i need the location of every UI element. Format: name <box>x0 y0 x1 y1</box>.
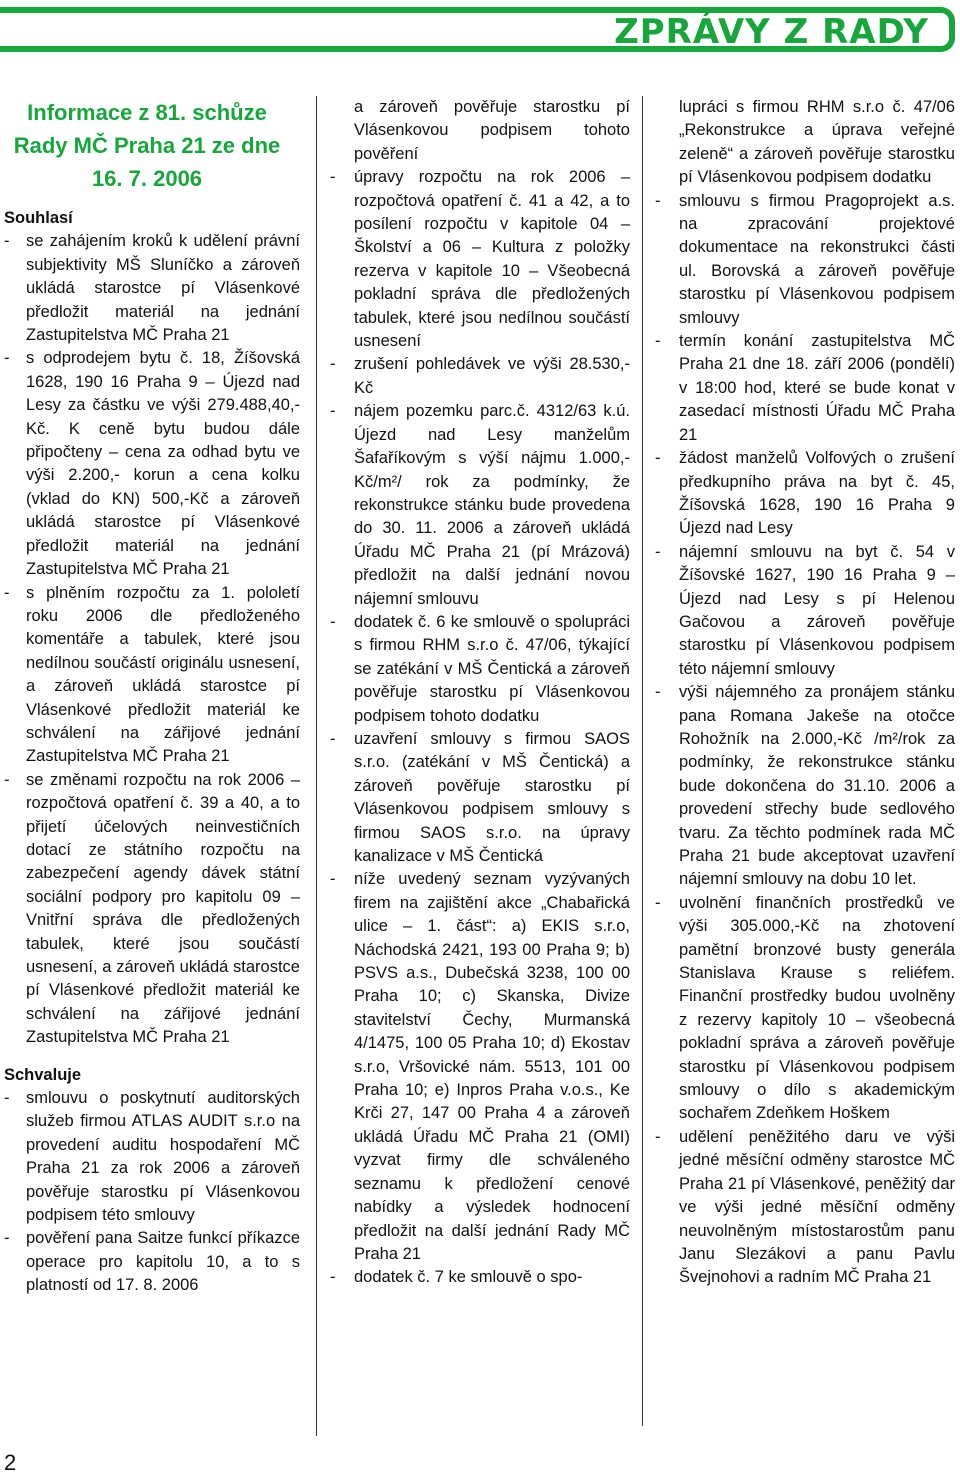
column-1 <box>4 96 300 1298</box>
list-item: - dodatek č. 7 ke smlouvě o spo- <box>330 1266 630 1289</box>
list-item: - nájemní smlouvu na byt č. 54 v Žíšovské 1627, 190 16 Praha 9 – Újezd nad Lesy s pí Helenou Gačovou a zároveň pověřuje starostku pí Vlásenkovou podpisem této nájemní smlouvy <box>655 541 955 681</box>
section-banner <box>0 7 955 52</box>
resolution-list <box>655 190 955 1290</box>
list-item: - udělení peněžitého daru ve výši jedné měsíční odměny starostce MČ Praha 21 pí Vlásenkové, peněžitý dar ve výši jedné měsíční odměny neuvolněným místostarostům panu Janu Slezákovi a panu Pavlu Švejnohovi a radním MČ Praha 21 <box>655 1126 955 1290</box>
list-item: - žádost manželů Volfových o zrušení předkupního práva na byt č. 45, Žíšovská 1628, 190 16 Praha 9 Újezd nad Lesy <box>655 447 955 541</box>
continued-text: lupráci s firmou RHM s.r.o č. 47/06 „Rekonstrukce a úprava veřejné zeleně“ a zároveň pověřuje starostku pí Vlásenkovou podpisem dodatku <box>679 98 955 187</box>
list-item: - termín konání zastupitelstva MČ Praha 21 dne 18. září 2006 (pondělí) v 18:00 hod, které se bude konat v zasedací místnosti Úřadu MČ Praha 21 <box>655 330 955 447</box>
list-item: - úpravy rozpočtu na rok 2006 – rozpočtová opatření č. 41 a 42, a to posílení rozpočtu v kapitole 04 – Školství a 06 – Kultura z položky rezerva v kapitole 10 – Všeobecná pokladní správa dle předložených tabulek, které jsou nedílnou součástí usnesení <box>330 166 630 353</box>
section-title-schvaluje: Schvaluje <box>4 1065 82 1084</box>
list-item: - výši nájemného za pronájem stánku pana Romana Jakeše na otočce Rohožník na 2.000,-Kč /m²/rok za podmínky, že rekonstrukce stánku bude dokončena do 31.10. 2006 a provedení střechy bude sedlového tvaru. Za těchto podmínek rada MČ Praha 21 bude akceptovat uzavření nájemní smlouvy na dobu 10 let. <box>655 681 955 892</box>
section-title-souhlasi: Souhlasí <box>4 209 73 227</box>
column-divider <box>316 96 317 1436</box>
banner-title: ZPRÁVY Z RADY <box>614 12 929 52</box>
list-item: - smlouvu s firmou Pragoprojekt a.s. na zpracování projektové dokumentace na rekonstrukci části ul. Borovská a zároveň pověřuje starostku pí Vlásenkovou podpisem smlouvy <box>655 190 955 330</box>
article-heading: Informace z 81. schůze Rady MČ Praha 21 ze dne 16. 7. 2006 <box>13 100 281 191</box>
list-item: - dodatek č. 6 ke smlouvě o spolupráci s firmou RHM s.r.o č. 47/06, týkající se zatékání v MŠ Čentická a zároveň pověřuje starostku pí Vlásenkovou podpisem tohoto dodatku <box>330 611 630 728</box>
list-item: - se změnami rozpočtu na rok 2006 – rozpočtová opatření č. 39 a 40, a to přijetí účelových neinvestičních dotací ze státního rozpočtu na zabezpečení agendy dávek státní sociální podpory pro kapitolu 09 – Vnitřní správa dle předložených tabulek, které jsou součástí usnesení, a zároveň ukládá starostce pí Vlásenkové předložit materiál ke schválení na zářijové jednání Zastupitelstva MČ Praha 21 <box>4 769 300 1050</box>
column-3 <box>655 96 955 1290</box>
list-item: - uzavření smlouvy s firmou SAOS s.r.o. (zatékání v MŠ Čentická) a zároveň pověřuje starostku pí Vlásenkovou podpisem smlouvy s firmou SAOS s.r.o. na úpravy kanalizace v MŠ Čentická <box>330 728 630 868</box>
list-item: - nájem pozemku parc.č. 4312/63 k.ú. Újezd nad Lesy manželům Šafaříkovým s výší nájmu 1.000,-Kč/m²/ rok za podmínky, že rekonstrukce stánku bude provedena do 30. 11. 2006 a zároveň ukládá Úřadu MČ Praha 21 (pí Mrázová) předložit na další jednání novou nájemní smlouvu <box>330 400 630 611</box>
list-item: - pověření pana Saitze funkcí příkazce operace pro kapitolu 10, a to s platností od 17. 8. 2006 <box>4 1227 300 1297</box>
resolution-list <box>4 230 300 1049</box>
list-item: - zrušení pohledávek ve výši 28.530,-Kč <box>330 353 630 400</box>
page-number: 2 <box>4 1450 17 1475</box>
resolution-list <box>330 166 630 1290</box>
column-divider <box>642 96 643 1426</box>
list-item: - uvolnění finančních prostředků ve výši 305.000,-Kč na zhotovení pamětní bronzové busty generála Stanislava Krause s reliéfem. Finanční prostředky budou uvolněny z rezervy kapitoly 10 – všeobecná pokladní správa a zároveň pověřuje starostku pí Vlásenkovou podpisem smlouvy o dílo s akademickým sochařem Zdeňkem Hoškem <box>655 892 955 1126</box>
column-2 <box>330 96 630 1290</box>
list-item: - smlouvu o poskytnutí auditorských služeb firmou ATLAS AUDIT s.r.o na provedení auditu hospodaření MČ Praha 21 za rok 2006 a zároveň pověřuje starostku pí Vlásenkovou podpisem této smlouvy <box>4 1087 300 1227</box>
resolution-list <box>4 1087 300 1298</box>
list-item: - s plněním rozpočtu za 1. pololetí roku 2006 dle předloženého komentáře a tabulek, které jsou nedílnou součástí originálu usnesení, a zároveň ukládá starostce pí Vlásenkové předložit materiál ke schválení na zářijové jednání Zastupitelstva MČ Praha 21 <box>4 582 300 769</box>
list-item: - se zahájením kroků k udělení právní subjektivity MŠ Sluníčko a zároveň ukládá starostce pí Vlásenkové předložit materiál na jednání Zastupitelstva MČ Praha 21 <box>4 230 300 347</box>
list-item: - s odprodejem bytu č. 18, Žíšovská 1628, 190 16 Praha 9 – Újezd nad Lesy za částku ve výši 279.488,40,-Kč. K ceně bytu budou dále připočteny – cena za odhad bytu ve výši 2.200,- korun a cena kolku (vklad do KN) 500,-Kč a zároveň ukládá starostce pí Vlásenkové předložit materiál na jednání Zastupitelstva MČ Praha 21 <box>4 347 300 581</box>
list-item: - níže uvedený seznam vyzývaných firem na zajištění akce „Chabařická ulice – 1. část“: a) EKIS s.r.o, Náchodská 2421, 193 00 Praha 9; b) PSVS a.s., Dubečská 3238, 100 00 Praha 10; c) Skanska, Divize stavitelství Čechy, Murmanská 4/1475, 100 05 Praha 10; d) Ekostav s.r.o, Vršovické nám. 5513, 101 00 Praha 10; e) Inpros Praha v.o.s., Ke Krči 27, 147 00 Praha 4 a zároveň ukládá Úřadu MČ Praha 21 (OMI) vyzvat firmy dle schváleného seznamu k předložení cenové nabídky a výsledek hodnocení předložit na další jednání Rady MČ Praha 21 <box>330 868 630 1266</box>
continued-text: a zároveň pověřuje starostku pí Vlásenkovou podpisem tohoto pověření <box>354 98 630 163</box>
